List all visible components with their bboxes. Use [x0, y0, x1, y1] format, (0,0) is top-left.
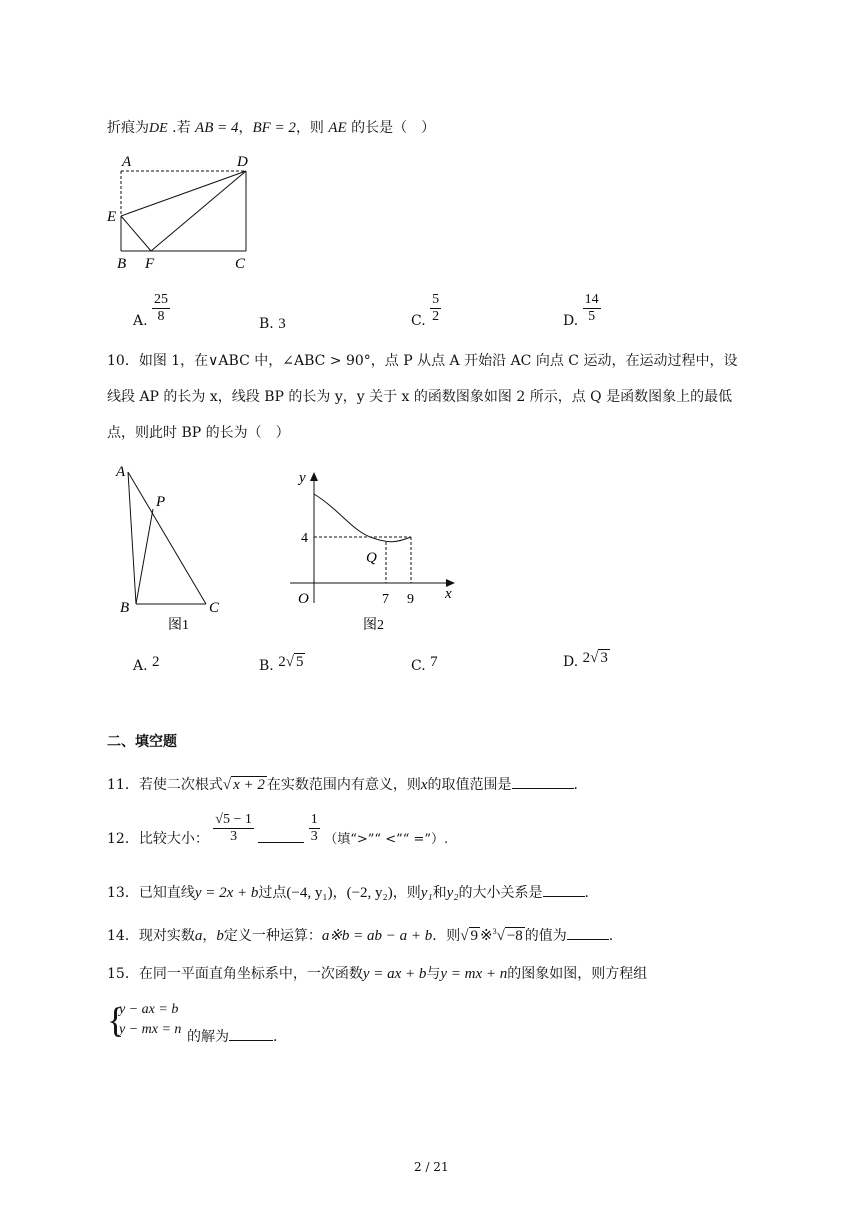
- q9-option-a: A. $\frac{25}{8}$: [133, 292, 169, 329]
- label-a: A: [122, 154, 132, 170]
- label-q: Q: [366, 550, 377, 566]
- section-heading: 二、填空题: [107, 734, 177, 750]
- q14-answer-blank: [567, 939, 609, 940]
- q9-rectangle-figure: [105, 150, 265, 275]
- q13: 13．已知直线y = 2x + b过点(−4, y₁)，(−2, y₂)，则y₁和y₂的大小关系是 .: [107, 885, 589, 901]
- tick-9: 9: [407, 592, 414, 607]
- q9-stem: 折痕为DE .若 AB = 4，BF = 2，则 AE 的长是（ ）: [107, 120, 436, 136]
- q9-option-b: B. 3: [259, 316, 286, 332]
- q12: 12．比较大小： $\frac{√5 - 1}{3}$ $\frac{1}{3}$ （填“>”“ <”“ =”）.: [107, 812, 449, 847]
- label-d: D: [237, 154, 248, 170]
- q15: 15．在同一平面直角坐标系中，一次函数y = ax + b与y = mx + n的图象如图，则方程组: [107, 966, 648, 982]
- label-c: C: [235, 256, 246, 272]
- label-p: P: [156, 494, 166, 510]
- axis-x-label: x: [445, 586, 452, 602]
- label-c: C: [209, 600, 220, 616]
- q15-answer-blank: [229, 1040, 273, 1041]
- label-b: B: [117, 256, 127, 272]
- q10-option-a: A. 2: [133, 654, 160, 674]
- q10-option-c: C. 7: [411, 654, 438, 674]
- q10-line2: 线段 AP 的长为 x，线段 BP 的长为 y，y 关于 x 的函数图象如图 2 所示，点 Q 是函数图象上的最低: [107, 389, 733, 405]
- label-a: A: [116, 464, 126, 480]
- q10-triangle-figure: [110, 460, 230, 635]
- q10-graph-figure: [285, 462, 465, 637]
- label-f: F: [145, 256, 155, 272]
- page-number: 2 / 21: [414, 1160, 449, 1174]
- q13-answer-blank: [543, 896, 585, 897]
- axis-y-label: y: [299, 470, 306, 486]
- q11: 11．若使二次根式√ x + 2 在实数范围内有意义，则x的取值范围是 .: [107, 777, 578, 793]
- q12-answer-blank: [258, 842, 304, 843]
- q9-option-c: C. $\frac{5}{2}$: [411, 292, 440, 329]
- tick-4: 4: [301, 531, 308, 546]
- label-b: B: [120, 600, 130, 616]
- fig2-caption: 图2: [363, 618, 384, 633]
- q11-answer-blank: [512, 788, 574, 789]
- label-e: E: [107, 209, 117, 225]
- fig1-caption: 图1: [168, 618, 189, 633]
- q10-option-d: D. 2√ 3: [563, 650, 608, 670]
- q10-option-b: B. 2√ 5: [259, 654, 304, 674]
- q14: 14．现对实数a，b定义一种运算：a※b = ab − a + b．则√ 9 ※$^3$√ −8 的值为 .: [107, 927, 614, 944]
- q10-line1: 10．如图 1，在∨ABC 中，∠ABC > 90°，点 P 从点 A 开始沿 AC 向点 C 运动，在运动过程中，设: [107, 353, 738, 369]
- q9-option-d: D. $\frac{14}{5}$: [563, 292, 599, 329]
- origin-label: O: [298, 591, 309, 607]
- tick-7: 7: [382, 592, 389, 607]
- q10-line3: 点，则此时 BP 的长为（ ）: [107, 425, 290, 441]
